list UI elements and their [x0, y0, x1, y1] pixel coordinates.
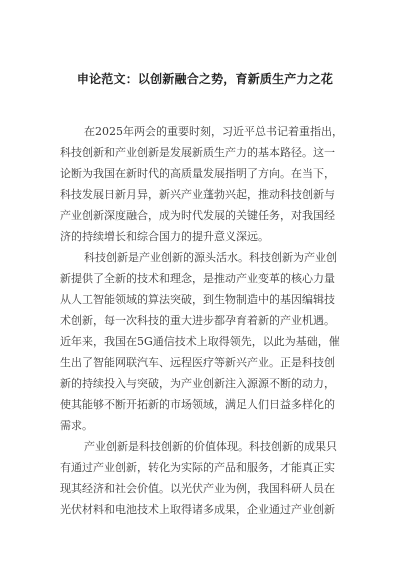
paragraph-line: 近年来，我国在5G通信技术上取得领先，以此为基础，催: [60, 335, 340, 348]
document-title: 申论范文：以创新融合之势，育新质生产力之花: [76, 72, 334, 86]
paragraph-line: 使其能够不断开拓新的市场领域，满足人们日益多样化的: [60, 398, 335, 411]
paragraph-line: 济的持续增长和综合国力的提升意义深远。: [60, 230, 269, 243]
paragraph-line: 术创新，每一次科技的重大进步都孕育着新的产业机遇。: [60, 314, 335, 327]
paragraph-line: 新提供了全新的技术和理念，是推动产业变革的核心力量: [60, 272, 335, 285]
paragraph-line: 科技创新是产业创新的源头活水。科技创新为产业创: [84, 251, 337, 264]
paragraph-line: 科技创新和产业创新是发展新质生产力的基本路径。这一: [60, 146, 335, 159]
paragraph-line: 生出了智能网联汽车、远程医疗等新兴产业。正是科技创: [60, 356, 335, 369]
paragraph-line: 产业创新深度融合，成为时代发展的关键任务，对我国经: [60, 209, 335, 222]
paragraph-line: 光伏材料和电池技术上取得诸多成果，企业通过产业创新: [60, 503, 335, 516]
paragraph-line: 现其经济和社会价值。以光伏产业为例，我国科研人员在: [60, 482, 335, 495]
paragraph-line: 从人工智能领域的算法突破，到生物制造中的基因编辑技: [60, 293, 335, 306]
paragraph-line: 有通过产业创新，转化为实际的产品和服务，才能真正实: [60, 461, 335, 474]
paragraph-line: 科技发展日新月异，新兴产业蓬勃兴起，推动科技创新与: [60, 188, 335, 201]
paragraph-line: 在2025年两会的重要时刻，习近平总书记着重指出，: [84, 125, 343, 138]
paragraph-line: 需求。: [60, 419, 93, 432]
paragraph-line: 论断为我国在新时代的高质量发展指明了方向。在当下，: [60, 167, 335, 180]
paragraph-line: 产业创新是科技创新的价值体现。科技创新的成果只: [84, 440, 337, 453]
paragraph-line: 新的持续投入与突破，为产业创新注入源源不断的动力，: [60, 377, 335, 390]
